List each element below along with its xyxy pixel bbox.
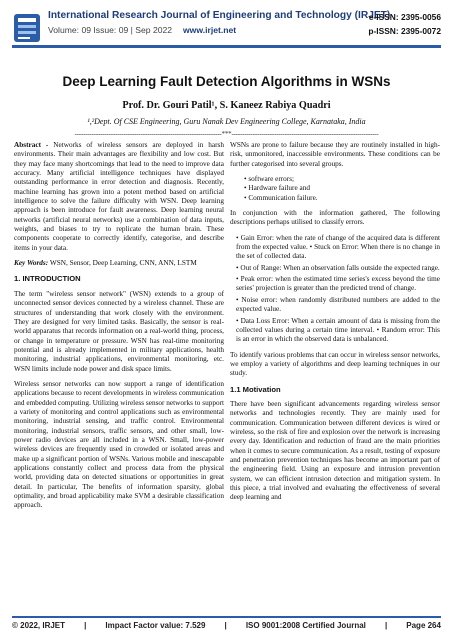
error-list: [230, 234, 440, 345]
list-item: • Communication failure.: [244, 193, 318, 202]
failure-intro-paragraph: WSNs are prone to failure because they are routinely installed in high-risk, unmonitored, inaccessible environments. These conditions can be further categorised into several groups.: [230, 141, 440, 168]
failure-list: [230, 175, 440, 203]
list-item: • Gain Error: when the rate of change of the acquired data is different from the expected value. • Stuck on Error: When there is no change in the set of collected data.: [236, 233, 440, 261]
journal-title: International Research Journal of Engineering and Technology (IRJET): [48, 10, 391, 21]
left-column: [14, 141, 224, 517]
list-item: • software errors;: [244, 175, 295, 184]
right-column: [230, 141, 440, 509]
p-issn: p-ISSN: 2395-0072: [368, 26, 441, 36]
keywords-label: Key Words:: [14, 259, 49, 268]
footer-text: [12, 621, 441, 630]
footer-page-number: Page 264: [406, 621, 441, 630]
abstract-paragraph: [14, 141, 224, 253]
introduction-heading: 1. INTRODUCTION: [14, 274, 81, 284]
paper-affiliation: ¹,²Dept. Of CSE Engineering, Guru Nanak Dev Engineering College, Karnataka, India: [87, 117, 366, 126]
footer-rule: [12, 616, 441, 618]
footer-copyright: © 2022, IRJET: [12, 621, 66, 630]
e-issn: e-ISSN: 2395-0056: [368, 12, 441, 22]
intro-paragraph-2: Wireless sensor networks can now support a range of identification applications because to recent developments in wireless communication and embedded computing. Utilizing wireless sensor networks to support a variety of monitoring and control applications such as environmental monitoring, industrial sensing, and traffic control. Environmental monitoring, industrial sensors, traffic sensors, and other small, low-power radio devices are all included in a WSN. Small, low-power wireless devices are frequently used in crowded or isolated areas and make up a significant portion of WSNs. Various mobile and inescapable applications constantly collect and process data from the physical world, providing data on detected situations or opportunities in great detail. In particular, The benefits of information sparsity, global optimality, and broad applicability make SVM a desirable classification approach.: [14, 379, 224, 510]
header-rule: [12, 45, 441, 48]
journal-footer: [0, 616, 453, 640]
journal-header: [0, 0, 453, 58]
list-item: • Data Loss Error: When a certain amount of data is missing from the collected values during a certain time interval. • Random error: This is an error in which the observed data is unbalanced.: [236, 316, 440, 344]
list-item: • Out of Range: When an observation falls outside the expected range.: [236, 263, 440, 272]
paper-title: Deep Learning Fault Detection Algorithms in WSNs: [62, 74, 391, 89]
error-intro-paragraph: In conjunction with the information gathered, The following descriptions perhaps utilised to classify errors.: [230, 209, 440, 227]
list-item: • Hardware failure and: [244, 184, 310, 193]
footer-iso: ISO 9001:2008 Certified Journal: [245, 621, 366, 630]
footer-separator: |: [84, 621, 87, 630]
volume-issue: Volume: 09 Issue: 09 | Sep 2022: [48, 25, 173, 35]
list-item: • Peak error: when the estimated time series's excess beyond the time series' projection is greater than the predicted trend of change.: [236, 275, 440, 293]
keywords-text: WSN, Sensor, Deep Learning, CNN, ANN, LSTM: [48, 259, 197, 268]
abstract-label: Abstract -: [14, 141, 49, 149]
footer-separator: |: [384, 621, 388, 630]
section-divider: ---------------------------------------------------------------------***---------------------------------------------------------------------: [74, 130, 379, 138]
abstract-text: Networks of wireless sensors are deployed in harsh environments. Their main advantages are flexibility and low cost. But they may face many shortcomings that lead to the need to improve data accuracy. Many artificial intelligence techniques have displayed outstanding performance in error detection and diagnosis. Recently, machine learning has grown into a potent method based on artificial intelligence to solve the failure difficulty with WSN. Deep learning approach is been introduce for fault awareness. Deep learning neural networks (artificial neural networks) use a combination of data inputs, weights, and biases to try to replicate the human brain. These components cooperate to correctly identify, categorise, and describe items in your data.: [14, 141, 224, 252]
footer-impact-factor: Impact Factor value: 7.529: [105, 621, 206, 630]
intro-paragraph-1: The term "wireless sensor network" (WSN) extends to a group of unconnected sensor devices connected by a wireless channel. These are structures of understanding that work closely with the environment. They are designed for very limited tasks. Basically, the sensor is real-world apparatus that records information on a real-world thing, process, or change in temperature or pressure. WSN has real-time monitoring potential and is already implemented in military applications, health monitoring, industrial applications, environmental monitoring, etc. WSN limits include node power and disk space limits.: [14, 289, 224, 373]
paper-authors: Prof. Dr. Gouri Patil¹, S. Kaneez Rabiya Quadri: [122, 100, 331, 111]
irjet-logo-icon: [12, 10, 42, 46]
study-paragraph: To identify various problems that can occur in wireless sensor networks, we employ a variety of algorithms and deep learning techniques in our study.: [230, 350, 440, 378]
list-item: • Noise error: when randomly distributed numbers are added to the expected value.: [236, 295, 440, 314]
keywords-paragraph: [14, 259, 224, 268]
motivation-heading: 1.1 Motivation: [230, 384, 281, 394]
motivation-paragraph: There have been significant advancements regarding wireless sensor networks and technologies recently. They are mainly used for communication. Communication between different devices is wired or wireless, so the risk of fire and explosion over the network is increasing every day. Identification and reduction of fraud are the main priorities when it comes to secure communication. As a result, testing of exposure and penetration prevention techniques has become an important part of the engineering field. Using an exposure and intrusion prevention system, we can efficient intrusion detection and mitigation system. In this piece, a trial involved and evaluating the effectiveness of several deep learning and: [230, 399, 440, 502]
footer-separator: |: [224, 621, 227, 630]
journal-website-link[interactable]: www.irjet.net: [183, 25, 237, 35]
